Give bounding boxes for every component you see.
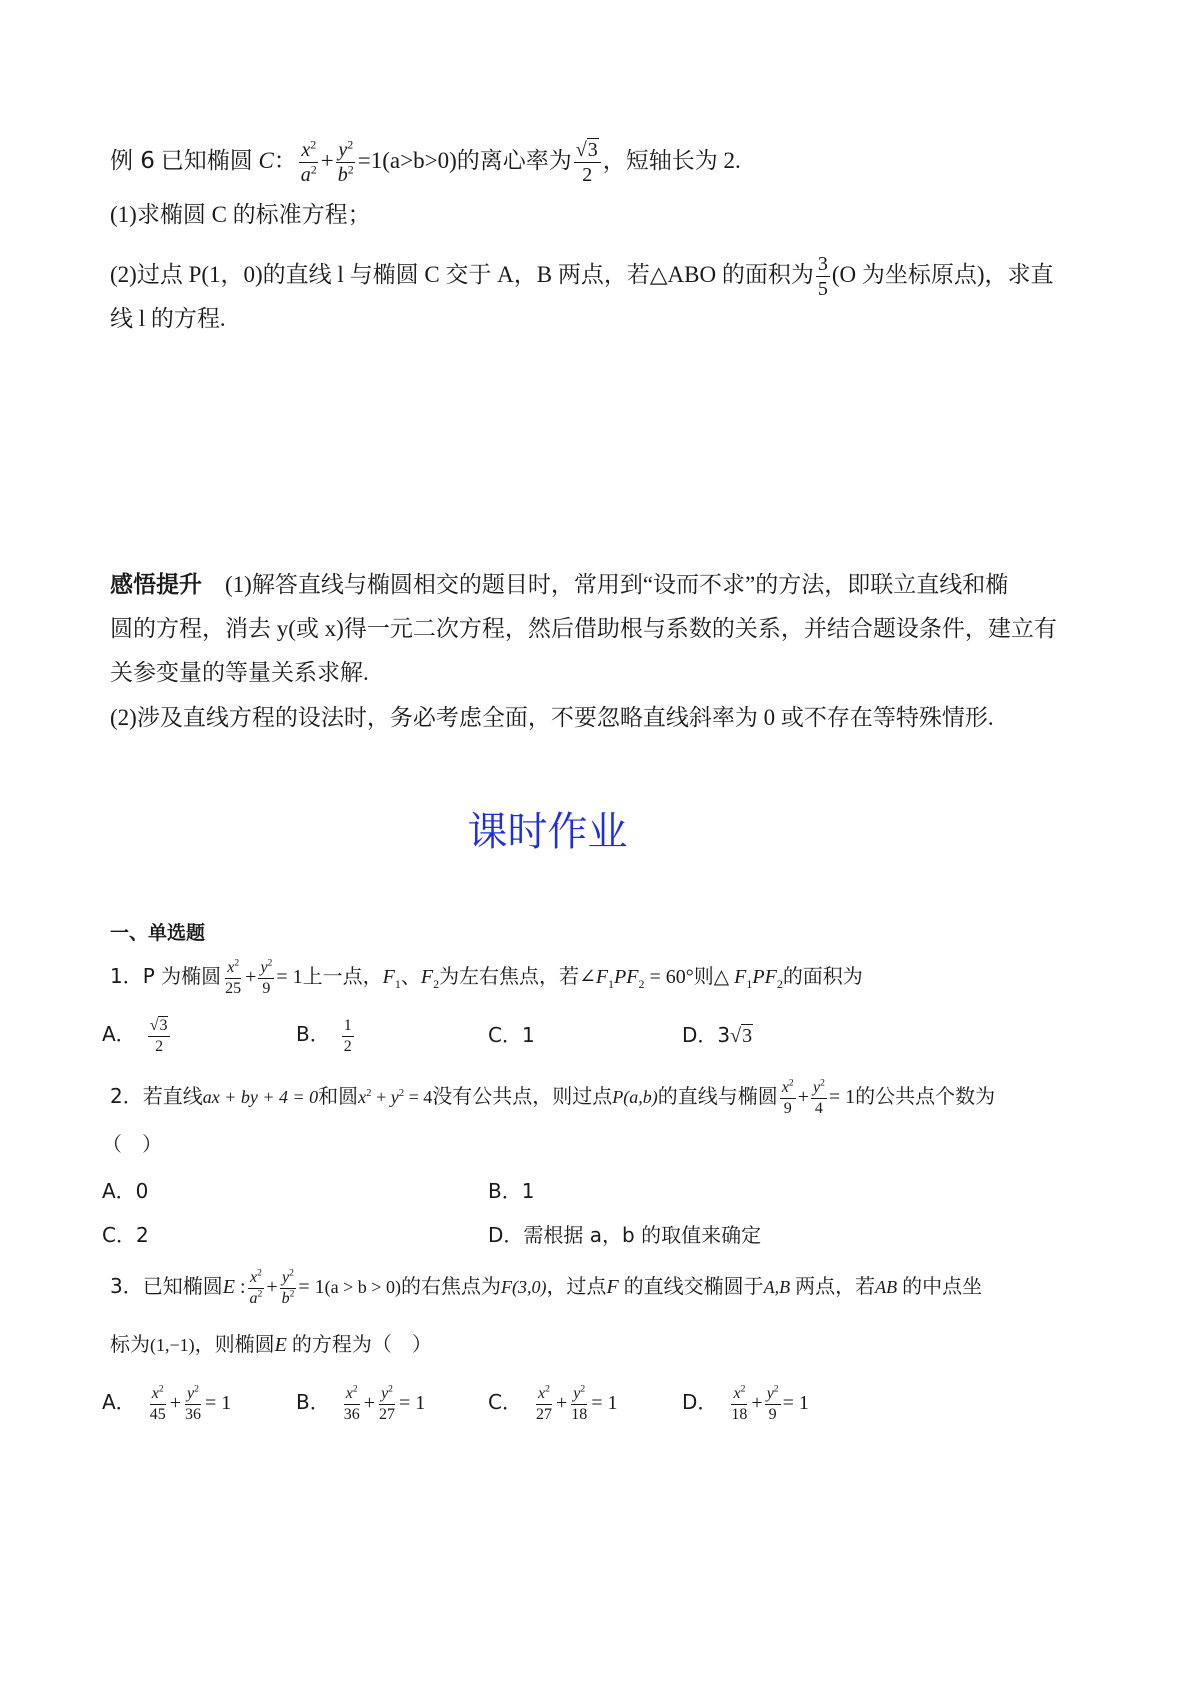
q1-option-b[interactable] — [296, 1018, 356, 1055]
q1-frac-x: $\frac{x^2}{25}$ — [225, 957, 242, 997]
q1-option-b-frac: $\frac{1}{2}$ — [343, 1017, 352, 1055]
q1-sep: 、 — [400, 966, 421, 989]
q3-option-a[interactable]: A． $\frac{x^2}{45}$ + $\frac{y^2}{36}$ = 1 — [102, 1383, 232, 1423]
question-3: 3．已知椭圆E : $\frac{x^2}{a^2}$ + $\frac{y^2}{b^2}$ = 1(a > b > 0)的右焦点为F(3,0)，过点F 的直线交椭圆于A,B 两点，若AB 的中点坐 — [110, 1267, 983, 1307]
q2-prefix: 2．若直线 — [110, 1084, 203, 1109]
q2-option-b[interactable]: B．1 — [488, 1179, 535, 1203]
q1-option-d-label: D．3 — [682, 1023, 731, 1047]
q2-mid3: 的直线与椭圆 — [657, 1086, 778, 1109]
insight-title: 感悟提升 — [110, 572, 202, 598]
q3-option-a-label: A． — [102, 1390, 136, 1415]
q2-mid1: 和圆 — [318, 1086, 359, 1109]
part2-text-a: (2)过点 P(1，0)的直线 l 与椭圆 C 交于 A，B 两点，若△ABO 的面积为 — [110, 261, 814, 287]
insight-text-1: (1)解答直线与椭圆相交的题目时，常用到“设而不求”的方法，即联立直线和椭 — [225, 572, 1009, 597]
q3-line2b: ，则椭圆 — [194, 1334, 275, 1356]
q2-option-a[interactable]: A．0 — [102, 1179, 149, 1203]
q3-mid1: 的右焦点为 — [400, 1276, 501, 1299]
q3-mid4: 两点，若 — [795, 1276, 876, 1299]
q1-prefix: 1．P 为椭圆 — [110, 964, 222, 989]
q3-option-a-frac-x: $\frac{x^2}{45}$ — [149, 1383, 166, 1423]
section-title: 一、单选题 — [110, 922, 206, 944]
q1-after: 为左右焦点，若 — [439, 966, 580, 989]
q1-option-b-label: B． — [296, 1022, 330, 1047]
q2-frac-y: $\frac{y^2}{4}$ — [812, 1077, 825, 1117]
q3-option-d-frac-y: $\frac{y^2}{9}$ — [766, 1383, 779, 1423]
example6-line1: 例 6 已知椭圆 C： $\frac{x^2}{a^2}$ + $\frac{y^2}{b^2}$ =1(a>b>0)的离心率为 $\frac{√3}{2}$ ，短轴长为 2. — [110, 137, 741, 186]
example-label: 例 6 — [110, 147, 155, 174]
q3-midpoint: (1,−1) — [150, 1335, 195, 1355]
insight-line3: 关参变量的等量关系求解. — [110, 660, 369, 685]
q1-angle: = 60° — [649, 966, 694, 989]
question-2: 2．若直线ax + by + 4 = 0和圆$x^2 + y^2 = 4$没有公共点，则过点P(a,b)的直线与椭圆 $\frac{x^2}{9}$ + $\frac{y^2}{4}$ = 1的公共点个数为 — [110, 1077, 996, 1117]
q3-prefix: 3．已知椭圆 — [110, 1274, 223, 1299]
q3-option-b[interactable]: B． $\frac{x^2}{36}$ + $\frac{y^2}{27}$ = 1 — [296, 1383, 426, 1423]
q1-frac-y: $\frac{y^2}{9}$ — [260, 957, 273, 997]
q3-mid3: 的直线交椭圆于 — [623, 1276, 764, 1299]
q3-segment: AB — [875, 1277, 898, 1298]
q1-option-a-label: A． — [102, 1022, 136, 1047]
q2-mid2: 没有公共点，则过点 — [432, 1086, 613, 1109]
q2-frac-x: $\frac{x^2}{9}$ — [781, 1077, 794, 1117]
q2-option-c[interactable]: C．2 — [102, 1223, 149, 1247]
insight-line2: 圆的方程，消去 y(或 x)得一元二次方程，然后借助根与系数的关系，并结合题设条件，建立有 — [110, 616, 1057, 641]
q2-option-d[interactable]: D．需根据 a，b 的取值来确定 — [488, 1223, 762, 1247]
q3-line2a: 标为 — [110, 1334, 150, 1356]
q2-circle-eq: = 4 — [408, 1087, 433, 1108]
insight-line1 — [110, 570, 1008, 600]
q3-option-c-frac-x: $\frac{x^2}{27}$ — [535, 1383, 552, 1423]
q3-option-c-label: C． — [488, 1390, 522, 1415]
q3-option-b-frac-y: $\frac{y^2}{27}$ — [379, 1383, 396, 1423]
frac-y2b2: $\frac{y^2}{b^2}$ — [337, 137, 354, 186]
example6-part2-cont: 线 l 的方程. — [110, 306, 226, 331]
example-tail: ，短轴长为 2. — [602, 147, 741, 173]
example6-part1: (1)求椭圆 C 的标准方程； — [110, 202, 371, 227]
frac-x2a2: $\frac{x^2}{a^2}$ — [300, 137, 317, 186]
q3-line2c: 的方程为（ ） — [291, 1334, 432, 1356]
q3-option-b-frac-x: $\frac{x^2}{36}$ — [343, 1383, 360, 1423]
q1-option-a-frac: $\frac{√3}{2}$ — [148, 1018, 171, 1055]
q1-then: 则 — [693, 966, 714, 989]
q1-mid: 上一点， — [302, 966, 383, 989]
q3-points: A,B — [763, 1277, 791, 1298]
example-intro: 已知椭圆 — [160, 147, 253, 173]
part2-text-b: (O 为坐标原点)，求直 — [831, 261, 1054, 287]
q3-frac-x: $\frac{x^2}{a^2}$ — [249, 1267, 263, 1307]
insight-line4: (2)涉及直线方程的设法时，务必考虑全面，不要忽略直线斜率为 0 或不存在等特殊情形. — [110, 705, 994, 730]
area-frac: $\frac{3}{5}$ — [817, 253, 828, 300]
q3-focus: F(3,0) — [500, 1277, 547, 1298]
q1-option-a[interactable] — [102, 1018, 172, 1055]
homework-title: 课时作业 — [467, 809, 628, 855]
question-3-cont: 标为(1,−1)，则椭圆E 的方程为（ ） — [110, 1334, 432, 1356]
q3-frac-y: $\frac{y^2}{b^2}$ — [281, 1267, 295, 1307]
q3-mid2: ，过点 — [546, 1276, 607, 1299]
q3-option-d-label: D． — [682, 1390, 718, 1415]
q2-tail: 的公共点个数为 — [855, 1086, 996, 1109]
q3-option-d[interactable]: D． $\frac{x^2}{18}$ + $\frac{y^2}{9}$ = 1 — [682, 1383, 809, 1423]
q3-option-a-frac-y: $\frac{y^2}{36}$ — [184, 1383, 201, 1423]
q1-option-d[interactable]: D．3√3 — [682, 1023, 753, 1047]
q2-point: P(a,b) — [612, 1087, 658, 1108]
q1-option-c[interactable]: C．1 — [488, 1023, 535, 1047]
q2-line-eq: ax + by + 4 = 0 — [202, 1087, 319, 1108]
question-1: 1．P 为椭圆 $\frac{x^2}{25}$ + $\frac{y^2}{9}$ = 1上一点，$F_1$、$F_2$为左右焦点，若$\angle F_1PF_2 = 60^\circ$则△ $F_1PF_2$的面积为 — [110, 957, 863, 997]
q3-mid5: 的中点坐 — [902, 1276, 983, 1299]
q3-option-d-frac-x: $\frac{x^2}{18}$ — [731, 1383, 748, 1423]
q3-option-b-label: B． — [296, 1390, 330, 1415]
q3-cond: (a > b > 0) — [324, 1277, 401, 1298]
q2-paren: （ ） — [102, 1134, 162, 1156]
q1-tail: 的面积为 — [782, 966, 863, 989]
example6-part2 — [110, 254, 1054, 299]
example-condition: =1(a>b>0)的离心率为 — [357, 147, 572, 173]
q3-option-c-frac-y: $\frac{y^2}{18}$ — [571, 1383, 588, 1423]
eccentricity-frac: $\frac{√3}{2}$ — [574, 140, 601, 185]
q3-option-c[interactable]: C． $\frac{x^2}{27}$ + $\frac{y^2}{18}$ = 1 — [488, 1383, 618, 1423]
ellipse-name: C — [258, 147, 274, 173]
